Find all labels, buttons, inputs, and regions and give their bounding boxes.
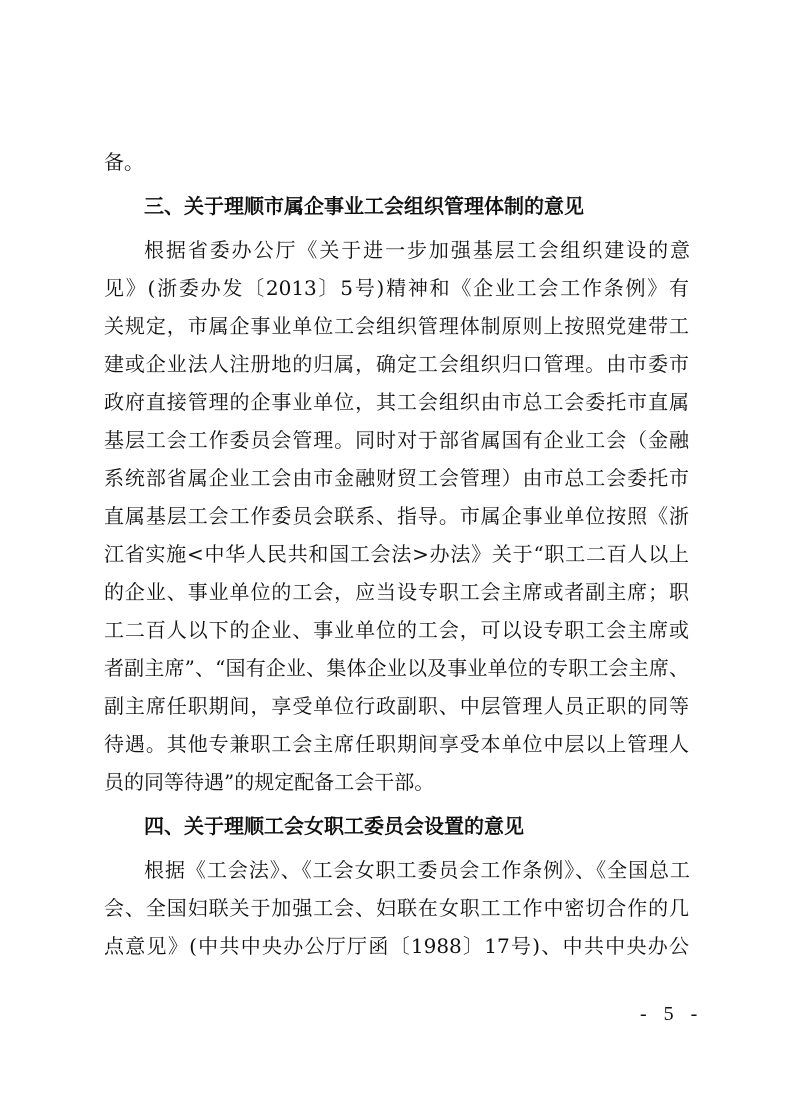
- paragraph-line: 政府直接管理的企事业单位，其工会组织由市总工会委托市直属: [104, 390, 689, 414]
- paragraph-line: 根据省委办公厅《关于进一步加强基层工会组织建设的意: [144, 238, 690, 262]
- paragraph-line: 备。: [104, 150, 144, 174]
- paragraph-line: 会、全国妇联关于加强工会、妇联在女职工工作中密切合作的几: [104, 896, 689, 920]
- page-number: - 5 -: [640, 1003, 704, 1025]
- paragraph-line: 员的同等待遇”的规定配备工会干部。: [104, 770, 435, 794]
- paragraph-line: 关规定，市属企事业单位工会组织管理体制原则上按照党建带工: [104, 314, 689, 338]
- paragraph-line: 根据《工会法》、《工会女职工委员会工作条例》、《全国总工: [144, 858, 690, 882]
- paragraph-line: 系统部省属企业工会由市金融财贸工会管理）由市总工会委托市: [104, 466, 689, 490]
- section-heading-4: 四、关于理顺工会女职工委员会设置的意见: [144, 814, 524, 838]
- paragraph-line: 点意见》(中共中央办公厅厅函〔1988〕17号)、中共中央办公: [104, 934, 689, 958]
- paragraph-line: 者副主席”、“国有企业、集体企业以及事业单位的专职工会主席、: [104, 656, 689, 680]
- paragraph-line: 工二百人以下的企业、事业单位的工会，可以设专职工会主席或: [104, 618, 689, 642]
- section-heading-3: 三、关于理顺市属企事业工会组织管理体制的意见: [144, 194, 584, 218]
- paragraph-line: 待遇。其他专兼职工会主席任职期间享受本单位中层以上管理人: [104, 732, 689, 756]
- paragraph-line: 副主席任职期间，享受单位行政副职、中层管理人员正职的同等: [104, 694, 689, 718]
- paragraph-line: 的企业、事业单位的工会，应当设专职工会主席或者副主席；职: [104, 580, 689, 604]
- paragraph-line: 直属基层工会工作委员会联系、指导。市属企事业单位按照《浙: [104, 504, 689, 528]
- paragraph-line: 基层工会工作委员会管理。同时对于部省属国有企业工会（金融: [104, 428, 689, 452]
- paragraph-line: 江省实施<中华人民共和国工会法>办法》关于“职工二百人以上: [104, 542, 689, 566]
- paragraph-line: 建或企业法人注册地的归属，确定工会组织归口管理。由市委市: [104, 352, 689, 376]
- paragraph-line: 见》(浙委办发〔2013〕5号)精神和《企业工会工作条例》有: [104, 276, 689, 300]
